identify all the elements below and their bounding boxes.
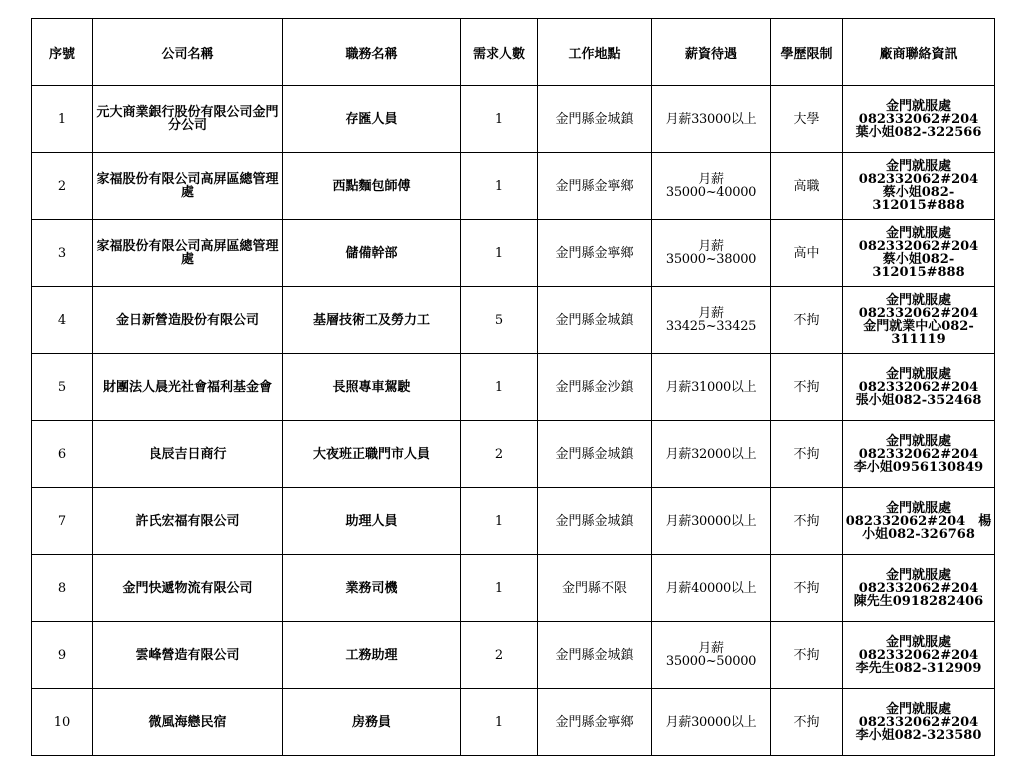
contact-line-2: 小姐082-326768	[862, 526, 975, 542]
company-name: 微風海戀民宿	[93, 689, 283, 756]
header-count: 需求人數	[461, 19, 538, 86]
contact-line-1: 金門就服處082332062#204	[858, 567, 979, 596]
contact-line-1: 金門就服處082332062#204	[858, 366, 979, 395]
work-location: 金門縣金寧鄉	[538, 153, 652, 220]
work-location: 金門縣金沙鎮	[538, 354, 652, 421]
education-requirement: 高中	[771, 220, 843, 287]
header-contact: 廠商聯絡資訊	[843, 19, 995, 86]
work-location: 金門縣金城鎮	[538, 86, 652, 153]
table-row	[32, 488, 995, 555]
job-title: 大夜班正職門市人員	[283, 421, 461, 488]
table-row	[32, 622, 995, 689]
company-name: 家福股份有限公司高屏區總管理處	[93, 220, 283, 287]
work-location: 金門縣金寧鄉	[538, 220, 652, 287]
education-requirement: 不拘	[771, 421, 843, 488]
contact-line-2: 蔡小姐082-312015#888	[872, 185, 965, 213]
salary: 月薪35000~50000	[652, 622, 771, 689]
header-company: 公司名稱	[93, 19, 283, 86]
job-title: 長照專車駕駛	[283, 354, 461, 421]
required-count: 1	[461, 220, 538, 287]
job-title: 房務員	[283, 689, 461, 756]
salary: 月薪40000以上	[652, 555, 771, 622]
work-location: 金門縣金城鎮	[538, 622, 652, 689]
work-location: 金門縣金城鎮	[538, 421, 652, 488]
contact-info	[843, 86, 995, 153]
header-row	[32, 19, 995, 86]
row-no: 1	[32, 86, 93, 153]
contact-line-2: 李小姐0956130849	[853, 459, 984, 475]
table-row	[32, 689, 995, 756]
salary: 月薪30000以上	[652, 689, 771, 756]
contact-line-1: 金門就服處082332062#204	[858, 98, 979, 127]
row-no: 8	[32, 555, 93, 622]
table-row	[32, 287, 995, 354]
salary: 月薪33000以上	[652, 86, 771, 153]
header-salary: 薪資待遇	[652, 19, 771, 86]
contact-info	[843, 622, 995, 689]
contact-line-1: 金門就服處082332062#204	[858, 433, 979, 462]
work-location: 金門縣金城鎮	[538, 488, 652, 555]
contact-line-2: 張小姐082-352468	[855, 392, 982, 408]
header-no: 序號	[32, 19, 93, 86]
header-location: 工作地點	[538, 19, 652, 86]
education-requirement: 大學	[771, 86, 843, 153]
contact-info	[843, 555, 995, 622]
company-name: 財團法人晨光社會福利基金會	[93, 354, 283, 421]
row-no: 10	[32, 689, 93, 756]
education-requirement: 不拘	[771, 622, 843, 689]
job-title: 工務助理	[283, 622, 461, 689]
row-no: 2	[32, 153, 93, 220]
salary: 月薪31000以上	[652, 354, 771, 421]
required-count: 1	[461, 354, 538, 421]
table-row	[32, 86, 995, 153]
education-requirement: 高職	[771, 153, 843, 220]
education-requirement: 不拘	[771, 555, 843, 622]
job-title: 業務司機	[283, 555, 461, 622]
education-requirement: 不拘	[771, 354, 843, 421]
contact-line-2: 陳先生0918282406	[853, 593, 984, 609]
contact-info	[843, 153, 995, 220]
row-no: 3	[32, 220, 93, 287]
table-row	[32, 153, 995, 220]
header-title: 職務名稱	[283, 19, 461, 86]
contact-line-1: 金門就服處082332062#204	[858, 634, 979, 663]
company-name: 金門快遞物流有限公司	[93, 555, 283, 622]
company-name: 金日新營造股份有限公司	[93, 287, 283, 354]
contact-line-2: 李小姐082-323580	[855, 727, 982, 743]
contact-line-2: 李先生082-312909	[855, 660, 982, 676]
company-name: 元大商業銀行股份有限公司金門分公司	[93, 86, 283, 153]
contact-info	[843, 689, 995, 756]
job-title: 基層技術工及勞力工	[283, 287, 461, 354]
job-listings-table	[31, 18, 995, 756]
row-no: 6	[32, 421, 93, 488]
required-count: 2	[461, 421, 538, 488]
salary: 月薪35000~40000	[652, 153, 771, 220]
contact-line-1: 金門就服處082332062#204	[858, 159, 979, 187]
contact-line-2: 葉小姐082-322566	[855, 124, 982, 140]
work-location: 金門縣不限	[538, 555, 652, 622]
education-requirement: 不拘	[771, 287, 843, 354]
table-row	[32, 555, 995, 622]
table-row	[32, 220, 995, 287]
required-count: 1	[461, 153, 538, 220]
company-name: 良辰吉日商行	[93, 421, 283, 488]
work-location: 金門縣金寧鄉	[538, 689, 652, 756]
required-count: 1	[461, 555, 538, 622]
required-count: 2	[461, 622, 538, 689]
row-no: 5	[32, 354, 93, 421]
company-name: 雲峰營造有限公司	[93, 622, 283, 689]
job-title: 儲備幹部	[283, 220, 461, 287]
salary: 月薪32000以上	[652, 421, 771, 488]
contact-info	[843, 220, 995, 287]
job-title: 助理人員	[283, 488, 461, 555]
contact-line-2: 蔡小姐082-312015#888	[872, 252, 965, 280]
salary: 月薪33425~33425	[652, 287, 771, 354]
table-row	[32, 354, 995, 421]
job-title: 存匯人員	[283, 86, 461, 153]
education-requirement: 不拘	[771, 689, 843, 756]
job-title: 西點麵包師傅	[283, 153, 461, 220]
table-row	[32, 421, 995, 488]
contact-info	[843, 354, 995, 421]
salary: 月薪30000以上	[652, 488, 771, 555]
required-count: 1	[461, 488, 538, 555]
row-no: 4	[32, 287, 93, 354]
contact-info	[843, 421, 995, 488]
contact-line-1: 金門就服處082332062#204	[858, 293, 979, 321]
company-name: 家福股份有限公司高屏區總管理處	[93, 153, 283, 220]
required-count: 5	[461, 287, 538, 354]
contact-line-2: 金門就業中心082-311119	[863, 319, 974, 347]
required-count: 1	[461, 689, 538, 756]
row-no: 9	[32, 622, 93, 689]
contact-line-1: 金門就服處082332062#204	[858, 226, 979, 254]
contact-line-1: 金門就服處082332062#204	[858, 701, 979, 730]
contact-info	[843, 287, 995, 354]
contact-line-1: 金門就服處082332062#204 楊	[845, 500, 992, 529]
company-name: 許氏宏福有限公司	[93, 488, 283, 555]
contact-info	[843, 488, 995, 555]
header-education: 學歷限制	[771, 19, 843, 86]
required-count: 1	[461, 86, 538, 153]
work-location: 金門縣金城鎮	[538, 287, 652, 354]
row-no: 7	[32, 488, 93, 555]
salary: 月薪35000~38000	[652, 220, 771, 287]
education-requirement: 不拘	[771, 488, 843, 555]
